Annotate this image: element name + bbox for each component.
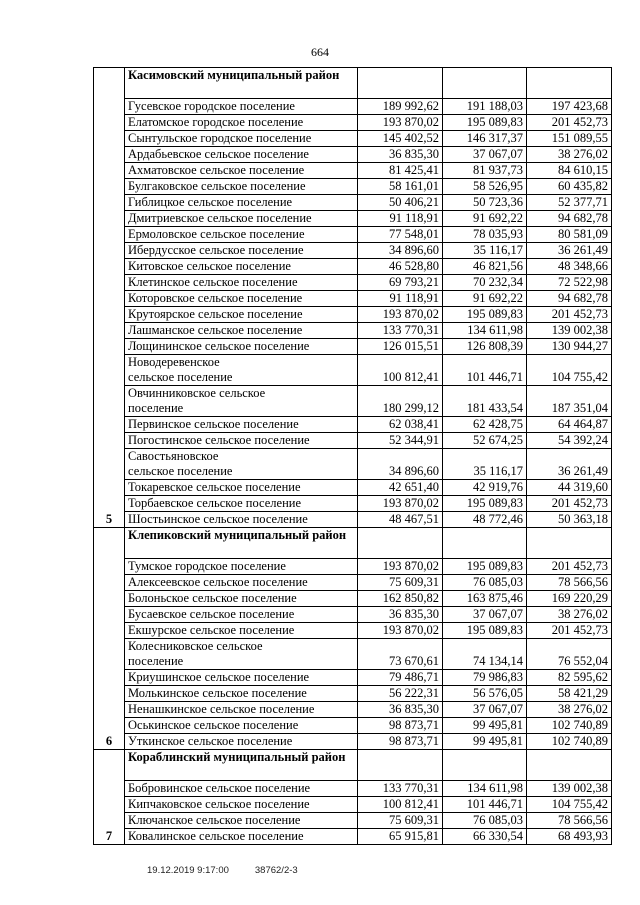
value-2020-cell: 34 896,60	[358, 243, 443, 259]
settlement-name: Екшурское сельское поселение	[125, 623, 358, 639]
settlement-name: Первинское сельское поселение	[125, 417, 358, 433]
empty-cell	[358, 68, 443, 99]
table-row	[94, 797, 612, 813]
settlement-name: Ибердусское сельское поселение	[125, 243, 358, 259]
table-row	[94, 607, 612, 623]
value-2021-cell: 46 821,56	[443, 259, 527, 275]
value-2021-cell: 70 232,34	[443, 275, 527, 291]
value-2021-cell: 146 317,37	[443, 131, 527, 147]
value-2020-cell: 50 406,21	[358, 195, 443, 211]
value-2022-cell: 78 566,56	[527, 575, 612, 591]
value-2020-cell: 56 222,31	[358, 686, 443, 702]
value-2020-cell: 52 344,91	[358, 433, 443, 449]
value-2022-cell: 201 452,73	[527, 496, 612, 512]
settlement-name: Ключанское сельское поселение	[125, 813, 358, 829]
settlement-name: Клетинское сельское поселение	[125, 275, 358, 291]
value-2022-cell: 139 002,38	[527, 781, 612, 797]
value-2021-cell: 181 433,54	[443, 386, 527, 417]
empty-cell	[443, 750, 527, 781]
value-2021-cell: 52 674,25	[443, 433, 527, 449]
settlement-name: Ермоловское сельское поселение	[125, 227, 358, 243]
table-row	[94, 686, 612, 702]
value-2022-cell: 82 595,62	[527, 670, 612, 686]
value-2021-cell: 134 611,98	[443, 323, 527, 339]
settlement-name: Булгаковское сельское поселение	[125, 179, 358, 195]
value-2022-cell: 130 944,27	[527, 339, 612, 355]
value-2022-cell: 72 522,98	[527, 275, 612, 291]
table-row	[94, 829, 612, 845]
value-2022-cell: 80 581,09	[527, 227, 612, 243]
table-row	[94, 227, 612, 243]
value-2022-cell: 201 452,73	[527, 307, 612, 323]
value-2021-cell: 37 067,07	[443, 607, 527, 623]
settlement-name: Сынтульское городское поселение	[125, 131, 358, 147]
value-2020-cell: 77 548,01	[358, 227, 443, 243]
value-2022-cell: 139 002,38	[527, 323, 612, 339]
value-2022-cell: 38 276,02	[527, 607, 612, 623]
table-row	[94, 163, 612, 179]
settlement-name: Бусаевское сельское поселение	[125, 607, 358, 623]
table-row	[94, 559, 612, 575]
value-2020-cell: 65 915,81	[358, 829, 443, 845]
value-2020-cell: 189 992,62	[358, 99, 443, 115]
settlement-name: Бобровинское сельское поселение	[125, 781, 358, 797]
footer-doc-code: 38762/2-3	[254, 865, 298, 876]
table-row	[94, 781, 612, 797]
value-2021-cell: 35 116,17	[443, 243, 527, 259]
table-row	[94, 639, 612, 670]
settlement-name: Гиблицкое сельское поселение	[125, 195, 358, 211]
value-2021-cell: 163 875,46	[443, 591, 527, 607]
value-2022-cell: 38 276,02	[527, 702, 612, 718]
table-row	[94, 243, 612, 259]
value-2020-cell: 133 770,31	[358, 323, 443, 339]
table-row	[94, 718, 612, 734]
settlement-name: Лощининское сельское поселение	[125, 339, 358, 355]
table-row	[94, 512, 612, 528]
table-row	[94, 99, 612, 115]
value-2022-cell: 102 740,89	[527, 718, 612, 734]
table-row	[94, 179, 612, 195]
table-row	[94, 291, 612, 307]
value-2021-cell: 191 188,03	[443, 99, 527, 115]
table-row	[94, 386, 612, 417]
table-row	[94, 115, 612, 131]
table-row	[94, 734, 612, 750]
value-2020-cell: 75 609,31	[358, 813, 443, 829]
budget-table-body	[94, 68, 612, 845]
settlement-name: Болоньское сельское поселение	[125, 591, 358, 607]
footer-timestamp: 19.12.2019 9:17:00	[147, 865, 229, 876]
settlement-name: Молькинское сельское поселение	[125, 686, 358, 702]
section-number: 7	[94, 750, 125, 845]
value-2022-cell: 84 610,15	[527, 163, 612, 179]
settlement-name: Китовское сельское поселение	[125, 259, 358, 275]
settlement-name: Тумское городское поселение	[125, 559, 358, 575]
value-2020-cell: 48 467,51	[358, 512, 443, 528]
value-2022-cell: 94 682,78	[527, 291, 612, 307]
value-2022-cell: 36 261,49	[527, 243, 612, 259]
value-2021-cell: 35 116,17	[443, 449, 527, 480]
settlement-name: Дмитриевское сельское поселение	[125, 211, 358, 227]
table-row	[94, 449, 612, 480]
table-row	[94, 702, 612, 718]
settlement-name: Гусевское городское поселение	[125, 99, 358, 115]
section-number: 5	[94, 68, 125, 528]
value-2021-cell: 58 526,95	[443, 179, 527, 195]
settlement-name: Ардабьевское сельское поселение	[125, 147, 358, 163]
value-2022-cell: 48 348,66	[527, 259, 612, 275]
value-2020-cell: 98 873,71	[358, 718, 443, 734]
value-2021-cell: 99 495,81	[443, 718, 527, 734]
table-row	[94, 259, 612, 275]
value-2020-cell: 34 896,60	[358, 449, 443, 480]
table-row	[94, 147, 612, 163]
value-2022-cell: 201 452,73	[527, 623, 612, 639]
value-2020-cell: 91 118,91	[358, 291, 443, 307]
value-2020-cell: 42 651,40	[358, 480, 443, 496]
table-row	[94, 496, 612, 512]
table-row	[94, 211, 612, 227]
value-2021-cell: 74 134,14	[443, 639, 527, 670]
table-row	[94, 275, 612, 291]
settlement-name: Уткинское сельское поселение	[125, 734, 358, 750]
value-2022-cell: 201 452,73	[527, 559, 612, 575]
value-2021-cell: 134 611,98	[443, 781, 527, 797]
value-2022-cell: 38 276,02	[527, 147, 612, 163]
district-name: Касимовский муниципальный район	[125, 68, 358, 99]
empty-cell	[358, 750, 443, 781]
value-2021-cell: 66 330,54	[443, 829, 527, 845]
value-2022-cell: 197 423,68	[527, 99, 612, 115]
value-2020-cell: 36 835,30	[358, 607, 443, 623]
value-2021-cell: 195 089,83	[443, 115, 527, 131]
settlement-name: Токаревское сельское поселение	[125, 480, 358, 496]
table-row	[94, 417, 612, 433]
value-2020-cell: 79 486,71	[358, 670, 443, 686]
value-2022-cell: 104 755,42	[527, 355, 612, 386]
table-row	[94, 355, 612, 386]
value-2020-cell: 58 161,01	[358, 179, 443, 195]
value-2022-cell: 94 682,78	[527, 211, 612, 227]
value-2022-cell: 68 493,93	[527, 829, 612, 845]
value-2022-cell: 201 452,73	[527, 115, 612, 131]
value-2020-cell: 133 770,31	[358, 781, 443, 797]
settlement-name: Торбаевское сельское поселение	[125, 496, 358, 512]
value-2020-cell: 75 609,31	[358, 575, 443, 591]
settlement-name: Ненашкинское сельское поселение	[125, 702, 358, 718]
value-2021-cell: 37 067,07	[443, 147, 527, 163]
value-2022-cell: 60 435,82	[527, 179, 612, 195]
value-2021-cell: 78 035,93	[443, 227, 527, 243]
table-row	[94, 323, 612, 339]
value-2020-cell: 73 670,61	[358, 639, 443, 670]
settlement-name: Кипчаковское сельское поселение	[125, 797, 358, 813]
settlement-name: Новодеревенское сельское поселение	[125, 355, 358, 386]
value-2021-cell: 195 089,83	[443, 623, 527, 639]
value-2020-cell: 36 835,30	[358, 147, 443, 163]
section-number: 6	[94, 528, 125, 750]
value-2020-cell: 62 038,41	[358, 417, 443, 433]
value-2020-cell: 100 812,41	[358, 797, 443, 813]
settlement-name: Савостьяновское сельское поселение	[125, 449, 358, 480]
empty-cell	[527, 750, 612, 781]
value-2022-cell: 44 319,60	[527, 480, 612, 496]
value-2021-cell: 79 986,83	[443, 670, 527, 686]
value-2020-cell: 193 870,02	[358, 623, 443, 639]
value-2020-cell: 180 299,12	[358, 386, 443, 417]
value-2022-cell: 50 363,18	[527, 512, 612, 528]
district-name: Кораблинский муниципальный район	[125, 750, 358, 781]
table-row	[94, 480, 612, 496]
budget-table	[93, 67, 612, 845]
value-2020-cell: 100 812,41	[358, 355, 443, 386]
value-2022-cell: 104 755,42	[527, 797, 612, 813]
value-2020-cell: 46 528,80	[358, 259, 443, 275]
value-2020-cell: 36 835,30	[358, 702, 443, 718]
table-row	[94, 591, 612, 607]
table-row	[94, 339, 612, 355]
table-row	[94, 813, 612, 829]
value-2020-cell: 193 870,02	[358, 307, 443, 323]
value-2021-cell: 99 495,81	[443, 734, 527, 750]
empty-cell	[527, 68, 612, 99]
table-row	[94, 307, 612, 323]
value-2021-cell: 62 428,75	[443, 417, 527, 433]
settlement-name: Елатомское городское поселение	[125, 115, 358, 131]
table-row	[94, 623, 612, 639]
value-2020-cell: 193 870,02	[358, 559, 443, 575]
value-2021-cell: 76 085,03	[443, 813, 527, 829]
table-row	[94, 195, 612, 211]
value-2022-cell: 64 464,87	[527, 417, 612, 433]
settlement-name: Лашманское сельское поселение	[125, 323, 358, 339]
settlement-name: Алексеевское сельское поселение	[125, 575, 358, 591]
district-header-row	[94, 68, 612, 99]
settlement-name: Оськинское сельское поселение	[125, 718, 358, 734]
value-2021-cell: 101 446,71	[443, 355, 527, 386]
value-2021-cell: 101 446,71	[443, 797, 527, 813]
value-2020-cell: 145 402,52	[358, 131, 443, 147]
value-2022-cell: 58 421,29	[527, 686, 612, 702]
value-2022-cell: 76 552,04	[527, 639, 612, 670]
value-2021-cell: 42 919,76	[443, 480, 527, 496]
settlement-name: Ковалинское сельское поселение	[125, 829, 358, 845]
table-row	[94, 131, 612, 147]
settlement-name: Погостинское сельское поселение	[125, 433, 358, 449]
page-number: 664	[311, 45, 329, 59]
value-2022-cell: 187 351,04	[527, 386, 612, 417]
value-2020-cell: 81 425,41	[358, 163, 443, 179]
empty-cell	[358, 528, 443, 559]
value-2021-cell: 91 692,22	[443, 211, 527, 227]
value-2022-cell: 54 392,24	[527, 433, 612, 449]
value-2020-cell: 193 870,02	[358, 115, 443, 131]
value-2022-cell: 52 377,71	[527, 195, 612, 211]
empty-cell	[443, 68, 527, 99]
district-name: Клепиковский муниципальный район	[125, 528, 358, 559]
value-2021-cell: 50 723,36	[443, 195, 527, 211]
settlement-name: Криушинское сельское поселение	[125, 670, 358, 686]
value-2021-cell: 56 576,05	[443, 686, 527, 702]
value-2021-cell: 195 089,83	[443, 559, 527, 575]
value-2020-cell: 69 793,21	[358, 275, 443, 291]
value-2022-cell: 78 566,56	[527, 813, 612, 829]
value-2020-cell: 193 870,02	[358, 496, 443, 512]
settlement-name: Шостьинское сельское поселение	[125, 512, 358, 528]
value-2022-cell: 102 740,89	[527, 734, 612, 750]
settlement-name: Которовское сельское поселение	[125, 291, 358, 307]
settlement-name: Колесниковское сельское поселение	[125, 639, 358, 670]
value-2022-cell: 169 220,29	[527, 591, 612, 607]
value-2021-cell: 76 085,03	[443, 575, 527, 591]
value-2021-cell: 126 808,39	[443, 339, 527, 355]
value-2020-cell: 126 015,51	[358, 339, 443, 355]
footer	[147, 865, 324, 876]
settlement-name: Крутоярское сельское поселение	[125, 307, 358, 323]
empty-cell	[527, 528, 612, 559]
district-header-row	[94, 528, 612, 559]
value-2020-cell: 91 118,91	[358, 211, 443, 227]
value-2022-cell: 151 089,55	[527, 131, 612, 147]
value-2021-cell: 195 089,83	[443, 496, 527, 512]
table-row	[94, 575, 612, 591]
settlement-name: Овчинниковское сельское поселение	[125, 386, 358, 417]
value-2020-cell: 98 873,71	[358, 734, 443, 750]
table-row	[94, 433, 612, 449]
value-2021-cell: 48 772,46	[443, 512, 527, 528]
settlement-name: Ахматовское сельское поселение	[125, 163, 358, 179]
district-header-row	[94, 750, 612, 781]
value-2021-cell: 91 692,22	[443, 291, 527, 307]
value-2021-cell: 81 937,73	[443, 163, 527, 179]
value-2021-cell: 195 089,83	[443, 307, 527, 323]
empty-cell	[443, 528, 527, 559]
value-2022-cell: 36 261,49	[527, 449, 612, 480]
table-row	[94, 670, 612, 686]
value-2021-cell: 37 067,07	[443, 702, 527, 718]
value-2020-cell: 162 850,82	[358, 591, 443, 607]
